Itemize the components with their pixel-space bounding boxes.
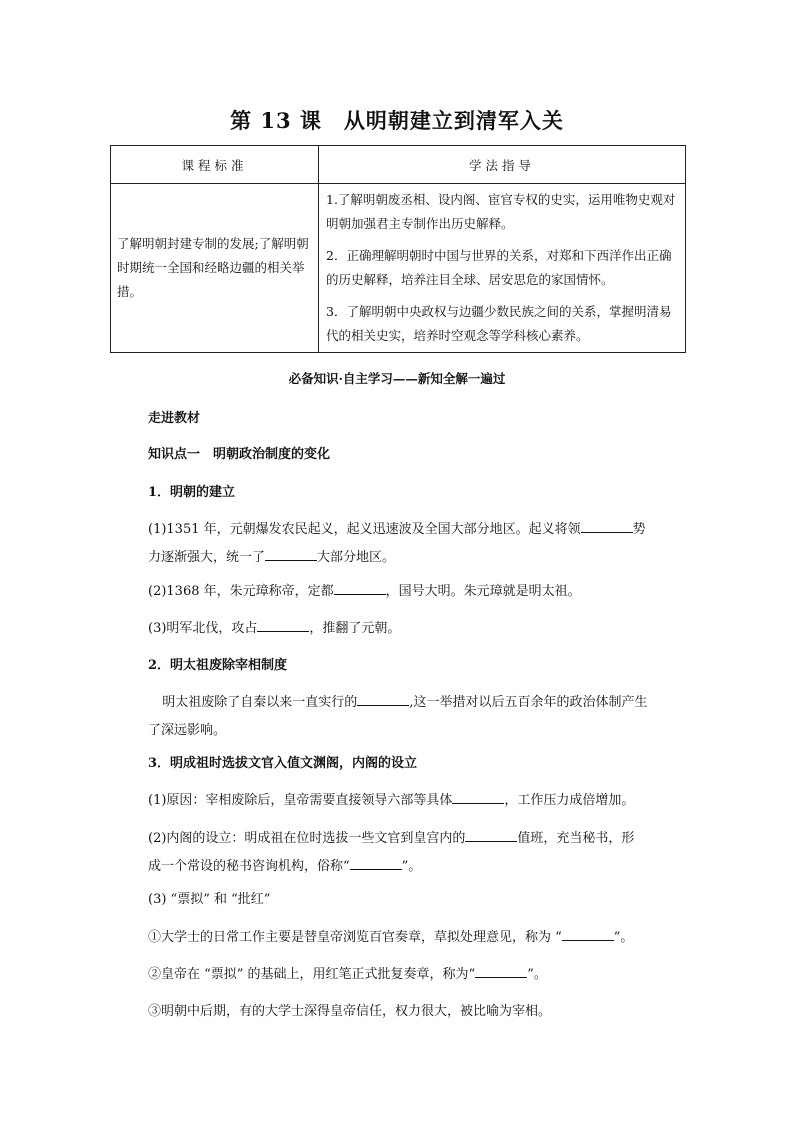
curriculum-table	[110, 145, 686, 353]
text-segment: (1)1351 年，元朝爆发农民起义，起义迅速波及全国大部分地区。起义将领	[148, 522, 581, 537]
guidance-item-2: 2．正确理解明朝时中国与世界的关系，对郑和下西洋作出正确的历史解释，培养注目全球、居安思危的家国情怀。	[326, 248, 672, 287]
study-guidance-cell	[319, 184, 686, 353]
subheading-ming-founding: 1．明朝的建立	[148, 485, 236, 500]
page-title: 第 13 课 从明朝建立到清军入关	[230, 108, 564, 133]
guidance-item-3: 3．了解明朝中央政权与边疆少数民族之间的关系，掌握明清易代的相关史实，培养时空观念等学科核心素养。	[326, 304, 672, 343]
knowledge-point-heading: 知识点一 明朝政治制度的变化	[148, 447, 331, 462]
text-segment: ①大学士的日常工作主要是替皇帝浏览百官奏章，草拟处理意见，称为 “	[148, 930, 562, 945]
subheading-abolish-chancellor: 2．明太祖废除宰相制度	[148, 658, 288, 673]
fill-blank[interactable]	[581, 518, 633, 533]
text-segment: ”。	[527, 967, 547, 982]
paragraph-piaoni-pihong: (3) “票拟” 和 “批红”	[148, 892, 271, 907]
fill-blank[interactable]	[357, 691, 409, 706]
text-segment: (1)原因：宰相废除后，皇帝需要直接领导六部等具体	[148, 793, 453, 808]
text-segment: 值班，充当秘书，形	[517, 831, 635, 846]
text-segment: 明太祖废除了自秦以来一直实行的	[162, 695, 358, 710]
text-segment: 成一个常设的秘书咨询机构，俗称“	[148, 859, 350, 874]
paragraph-circled-3: ③明朝中后期，有的大学士深得皇帝信任，权力很大，被比喻为宰相。	[148, 1004, 552, 1019]
fill-blank[interactable]	[452, 789, 504, 804]
text-segment: ②皇帝在 “票拟” 的基础上，用红笔正式批复奏章，称为“	[148, 967, 476, 982]
text-segment: ”。	[613, 930, 634, 945]
paragraph-item-3	[148, 615, 676, 643]
fill-blank[interactable]	[475, 963, 527, 978]
text-segment: ，推翻了元朝。	[309, 621, 401, 636]
fill-blank[interactable]	[334, 580, 386, 595]
paragraph-circled-1	[148, 924, 676, 952]
guidance-item-1: 1.了解明朝废丞相、设内阁、宦官专权的史实，运用唯物史观对明朝加强君主专制作出历史解释。	[326, 192, 676, 231]
text-segment: ”。	[401, 859, 422, 874]
fill-blank[interactable]	[562, 926, 614, 941]
paragraph-abolish-chancellor	[148, 689, 676, 745]
text-segment: ,这一举措对以后五百余年的政治体制产生	[409, 695, 648, 710]
paragraph-cabinet-reason	[148, 787, 676, 815]
text-segment: 了深远影响。	[148, 723, 227, 738]
fill-blank[interactable]	[465, 827, 517, 842]
text-segment: (2)内阁的设立：明成祖在位时选拔一些文官到皇宫内的	[148, 831, 466, 846]
section-banner: 必备知识·自主学习——新知全解一遍过	[288, 371, 506, 386]
header-curriculum-standard: 课程标准	[111, 146, 319, 184]
paragraph-cabinet-setup	[148, 825, 676, 881]
text-segment: 力逐渐强大，统一了	[148, 550, 266, 565]
paragraph-circled-2	[148, 961, 676, 989]
table-row	[111, 184, 686, 353]
text-segment: ，工作压力成倍增加。	[504, 793, 635, 808]
fill-blank[interactable]	[265, 546, 317, 561]
text-segment: (3)明军北伐，攻占	[148, 621, 258, 636]
fill-blank[interactable]	[257, 617, 309, 632]
section-heading: 走进教材	[148, 411, 201, 426]
text-segment: ，国号大明。朱元璋就是明太祖。	[385, 584, 581, 599]
text-segment: 大部分地区。	[317, 550, 396, 565]
text-segment: 势	[632, 522, 646, 537]
text-segment: (2)1368 年，朱元璋称帝，定都	[148, 584, 334, 599]
paragraph-item-1	[148, 516, 676, 572]
paragraph-item-2	[148, 578, 676, 606]
subheading-cabinet: 3．明成祖时选拔文官入值文渊阁，内阁的设立	[148, 756, 418, 771]
fill-blank[interactable]	[350, 855, 402, 870]
curriculum-standard-text: 了解明朝封建专制的发展;了解明朝时期统一全国和经略边疆的相关举措。	[111, 184, 319, 353]
table-header-row	[111, 146, 686, 184]
header-study-guidance: 学法指导	[319, 146, 686, 184]
